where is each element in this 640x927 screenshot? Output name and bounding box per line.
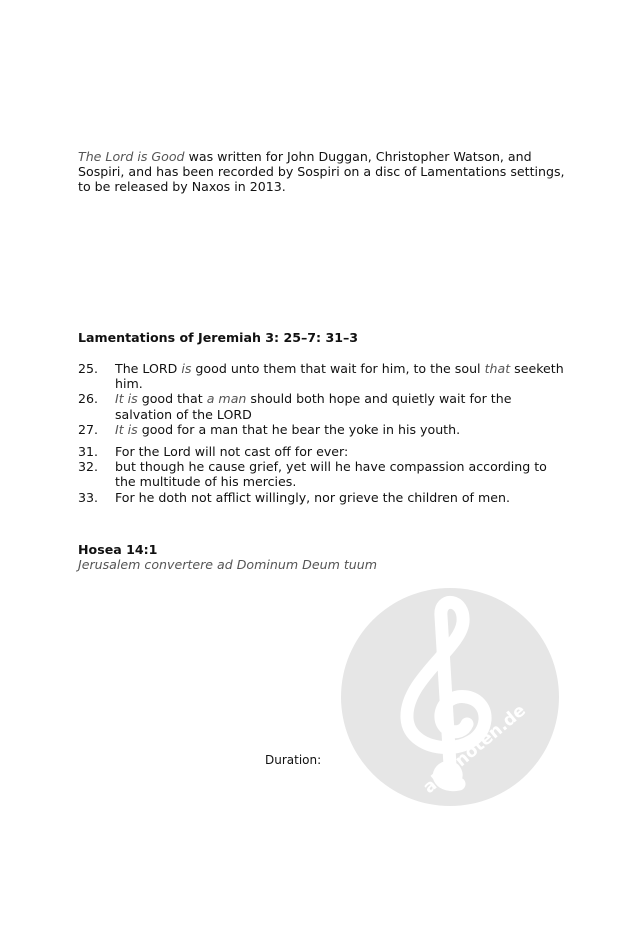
verse-text [115, 490, 568, 505]
verse-text [115, 391, 568, 421]
intro-paragraph [78, 149, 568, 195]
verse-group-1 [78, 361, 568, 437]
verse-text [115, 422, 568, 437]
verse-number: 32. [78, 459, 99, 475]
verse-text [115, 361, 568, 391]
verse-text [115, 459, 568, 489]
verse-segment: For the Lord will not cast off for ever: [115, 444, 349, 460]
intro-text: was written for John Duggan, Christopher Watson, and Sospiri, and has been recorded by Sospiri on a disc of Lamentations settings, to be released by Naxos in 2013. [78, 149, 565, 195]
hosea-latin-text: Jerusalem convertere ad Dominum Deum tuum [78, 557, 378, 572]
verse-item [78, 490, 568, 505]
lamentations-verses [78, 361, 568, 505]
verse-segment: For he doth not afflict willingly, nor grieve the children of men. [115, 489, 510, 505]
verse-segment: good for a man that he bear the yoke in his youth. [137, 421, 461, 437]
verse-group-2 [78, 444, 568, 505]
verse-segment: seeketh him. [115, 361, 564, 392]
verse-segment: should both hope and quietly wait for the salvation of the LORD [115, 391, 512, 422]
verse-italic-segment: It is [115, 391, 138, 407]
duration-label: Duration: [265, 753, 322, 767]
verse-text [115, 444, 568, 459]
verse-italic-segment: It is [115, 421, 138, 437]
intro-title: The Lord is Good [78, 149, 185, 164]
verse-segment: good unto them that wait for him, to the soul [191, 361, 485, 376]
verse-segment: The LORD [115, 361, 182, 376]
verse-item [78, 422, 568, 437]
verse-segment: but though he cause grief, yet will he have compassion according to the multitude of his mercies. [115, 459, 547, 490]
verse-italic-segment: is [181, 361, 192, 376]
verse-number: 27. [78, 421, 99, 437]
verse-item [78, 361, 568, 391]
watermark-text: alle-noten.de [419, 700, 530, 798]
verse-number: 33. [78, 489, 99, 505]
watermark-treble-clef-logo [341, 588, 559, 806]
verse-number: 25. [78, 361, 99, 376]
hosea-heading: Hosea 14:1 [78, 542, 158, 557]
verse-number: 26. [78, 391, 99, 407]
verse-item [78, 459, 568, 489]
verse-italic-segment: a man [206, 391, 247, 407]
verse-number: 31. [78, 444, 99, 460]
verse-item [78, 391, 568, 421]
lamentations-heading: Lamentations of Jeremiah 3: 25–7: 31–3 [78, 330, 359, 345]
verse-italic-segment: that [484, 361, 511, 376]
verse-segment: good that [137, 391, 207, 407]
verse-item [78, 444, 568, 459]
